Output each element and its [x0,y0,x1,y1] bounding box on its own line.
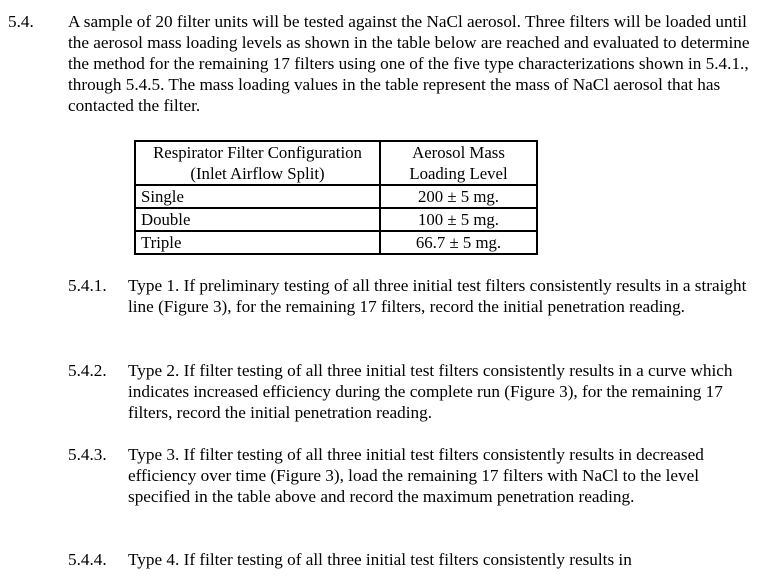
row-config: Triple [135,231,380,254]
row-config: Single [135,185,380,208]
header-config-line2: (Inlet Airflow Split) [190,164,325,183]
section-paragraph: A sample of 20 filter units will be tested against the NaCl aerosol. Three filters will be loaded until the aerosol mass loading levels as shown in the table below are reached and evaluated to determine the method for the remaining 17 filters using one of the five type characterizations shown in 5.4.1., through 5.4.5. The mass loading values in the table represent the mass of NaCl aerosol that has contacted the filter. [68,12,750,115]
table-row [135,231,537,254]
mass-loading-table [134,140,538,255]
row-mass: 100 ± 5 mg. [380,208,537,231]
subsection-number: 5.4.4. [68,550,107,569]
row-config: Double [135,208,380,231]
row-mass: 200 ± 5 mg. [380,185,537,208]
header-filter-configuration [135,141,380,185]
table-row [135,208,537,231]
header-mass-line2: Loading Level [409,164,508,183]
header-aerosol-mass [380,141,537,185]
subsection-text: Type 4. If filter testing of all three initial test filters consistently results in [128,550,632,569]
subsection-number: 5.4.3. [68,445,107,464]
subsection-text: Type 1. If preliminary testing of all three initial test filters consistently results in a straight line (Figure 3), for the remaining 17 filters, record the initial penetration reading. [128,276,747,316]
subsection-number: 5.4.2. [68,361,107,380]
subsection-text: Type 2. If filter testing of all three initial test filters consistently results in a curve which indicates increased efficiency during the complete run (Figure 3), for the remaining 17 filters, record the initial penetration reading. [128,361,733,422]
header-mass-line1: Aerosol Mass [412,143,505,162]
section-number: 5.4. [8,12,34,31]
row-mass: 66.7 ± 5 mg. [380,231,537,254]
table-header-row [135,141,537,185]
subsection-text: Type 3. If filter testing of all three initial test filters consistently results in decreased efficiency over time (Figure 3), load the remaining 17 filters with NaCl to the level specified in the table above and record the maximum penetration reading. [128,445,704,506]
header-config-line1: Respirator Filter Configuration [153,143,362,162]
table-row [135,185,537,208]
subsection-number: 5.4.1. [68,276,107,295]
